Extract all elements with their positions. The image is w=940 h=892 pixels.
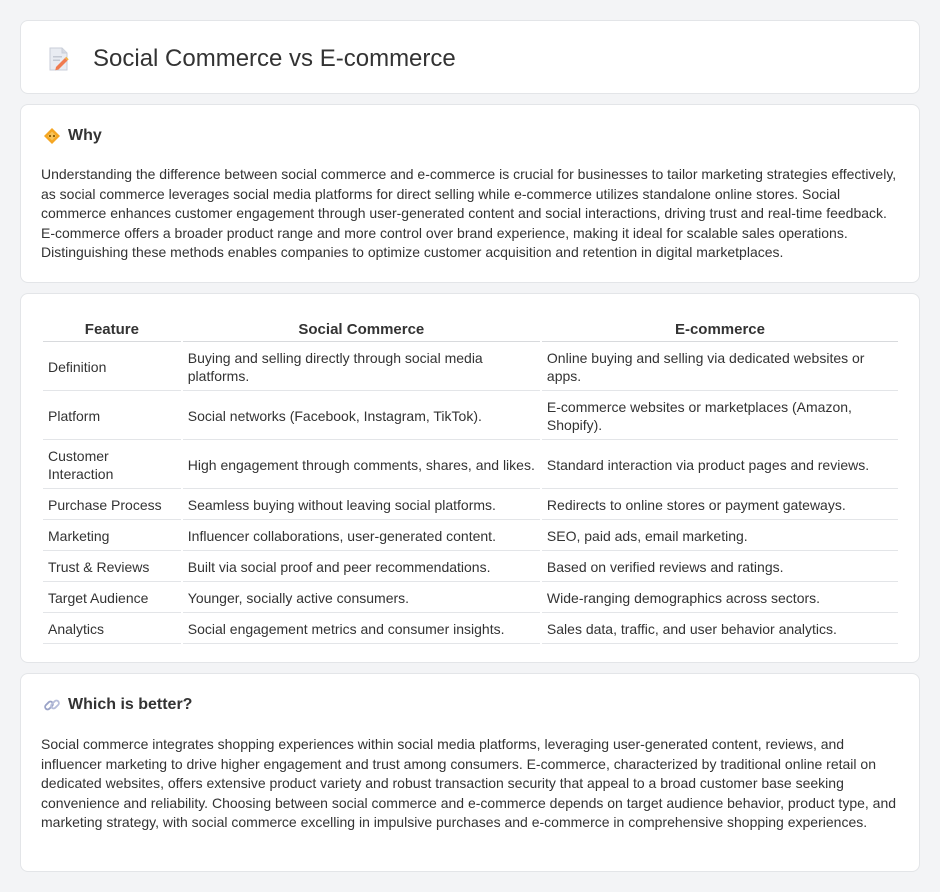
e-commerce-cell: Standard interaction via product pages and reviews. — [542, 442, 898, 489]
table-row — [43, 491, 898, 520]
feature-cell: Trust & Reviews — [43, 553, 181, 582]
social-commerce-cell: Social engagement metrics and consumer insights. — [183, 615, 540, 644]
social-commerce-cell: Influencer collaborations, user-generated content. — [183, 522, 540, 551]
document-edit-icon — [47, 46, 71, 72]
table-row — [43, 615, 898, 644]
e-commerce-cell: Based on verified reviews and ratings. — [542, 553, 898, 582]
e-commerce-cell: Redirects to online stores or payment gateways. — [542, 491, 898, 520]
feature-cell: Analytics — [43, 615, 181, 644]
e-commerce-cell: Online buying and selling via dedicated websites or apps. — [542, 344, 898, 391]
social-commerce-cell: High engagement through comments, shares, and likes. — [183, 442, 540, 489]
better-heading: Which is better? — [68, 696, 193, 713]
header-e-commerce: E-commerce — [542, 318, 898, 342]
feature-cell: Target Audience — [43, 584, 181, 613]
page-title: Social Commerce vs E-commerce — [93, 45, 456, 72]
e-commerce-cell: SEO, paid ads, email marketing. — [542, 522, 898, 551]
comparison-table — [41, 316, 900, 646]
why-heading-row — [43, 127, 102, 145]
diamond-icon — [43, 127, 61, 145]
table-row — [43, 584, 898, 613]
feature-cell: Purchase Process — [43, 491, 181, 520]
table-row — [43, 344, 898, 391]
social-commerce-cell: Built via social proof and peer recommendations. — [183, 553, 540, 582]
header-card — [20, 20, 920, 94]
table-header-row — [43, 318, 898, 342]
social-commerce-cell: Social networks (Facebook, Instagram, TikTok). — [183, 393, 540, 440]
table-row — [43, 442, 898, 489]
title-row — [47, 45, 456, 73]
comparison-table-card — [20, 293, 920, 663]
better-text: Social commerce integrates shopping experiences within social media platforms, leveraging user-generated content, reviews, and influencer marketing to drive higher engagement and trust among consumers. E-commerce, characterized by traditional online retail on dedicated websites, offers extensive product variety and robust transaction security that appeal to a broad customer base seeking convenience and reliability. Choosing between social commerce and e-commerce depends on target audience behavior, product type, and marketing strategy, with social commerce excelling in impulsive purchases and e-commerce in comprehensive shopping experiences. — [41, 736, 897, 831]
header-feature: Feature — [43, 318, 181, 342]
table-row — [43, 393, 898, 440]
why-text: Understanding the difference between social commerce and e-commerce is crucial for businesses to tailor marketing strategies effectively, as social commerce leverages social media platforms for direct selling while e-commerce utilizes standalone online stores. Social commerce enhances customer engagement through user-generated content and social interactions, driving trust and real-time feedback. E-commerce offers a broader product range and more control over brand experience, making it ideal for scalable sales operations. Distinguishing these methods enables companies to optimize customer acquisition and retention in digital marketplaces. — [41, 166, 897, 261]
header-social-commerce: Social Commerce — [183, 318, 540, 342]
better-heading-row — [43, 696, 192, 714]
social-commerce-cell: Younger, socially active consumers. — [183, 584, 540, 613]
which-is-better-section — [20, 673, 920, 872]
feature-cell: Definition — [43, 344, 181, 391]
why-section — [20, 104, 920, 283]
table-row — [43, 522, 898, 551]
e-commerce-cell: Sales data, traffic, and user behavior analytics. — [542, 615, 898, 644]
e-commerce-cell: Wide-ranging demographics across sectors. — [542, 584, 898, 613]
feature-cell: Platform — [43, 393, 181, 440]
social-commerce-cell: Seamless buying without leaving social platforms. — [183, 491, 540, 520]
social-commerce-cell: Buying and selling directly through social media platforms. — [183, 344, 540, 391]
feature-cell: Marketing — [43, 522, 181, 551]
table-row — [43, 553, 898, 582]
why-heading: Why — [68, 127, 102, 144]
link-icon — [43, 696, 61, 714]
feature-cell: Customer Interaction — [43, 442, 181, 489]
e-commerce-cell: E-commerce websites or marketplaces (Amazon, Shopify). — [542, 393, 898, 440]
